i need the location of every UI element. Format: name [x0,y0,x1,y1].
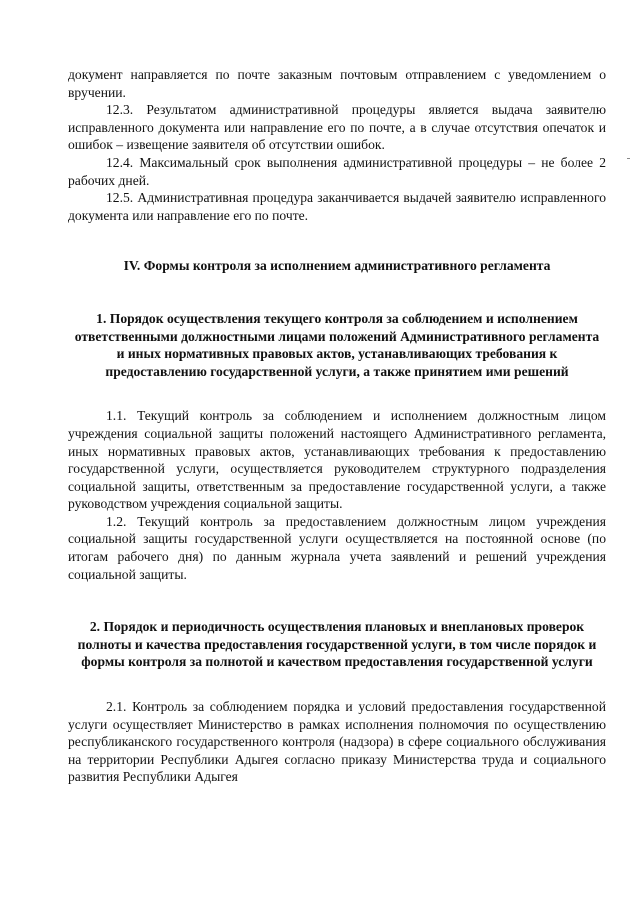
document-page [68,66,606,786]
paragraph-12-4: 12.4. Максимальный срок выполнения административной процедуры – не более 2 рабочих дней. [68,154,606,188]
subsection-1-heading: 1. Порядок осуществления текущего контроля за соблюдением и исполнением ответственными должностными лицами положений Административного регламента и иных нормативных правовых актов, устанавливающих требования к предоставлению государственной услуги, а также принятием ими решений [74,310,600,379]
paragraph-12-3: 12.3. Результатом административной процедуры является выдача заявителю исправленного документа или направление его по почте, а в случае отсутствия опечаток и ошибок – извещение заявителя об отсутствии ошибок. [68,102,606,153]
spacer [68,380,606,407]
section-4-heading: IV. Формы контроля за исполнением административного регламента [123,258,551,274]
subsection-2-heading: 2. Порядок и периодичность осуществления плановых и внеплановых проверок полноты и качества предоставления государственной услуги, в том числе порядок и формы контроля за полнотой и качеством предоставления государственной услуги [77,619,597,670]
paragraph-12-5: 12.5. Административная процедура заканчивается выдачей заявителю исправленного документа или направление его по почте. [68,190,606,223]
paragraph-continuation: документ направляется по почте заказным почтовым отправлением с уведомлением о вручении. [68,67,606,100]
paragraph-1-1: 1.1. Текущий контроль за соблюдением и исполнением должностным лицом учреждения социальной защиты положений настоящего Административного регламента, иных нормативных правовых актов, устанавливающих требования к предоставлению государственной услуги, осуществляется руководителем структурного подразделения социальной защиты, ответственным за предоставление государственной услуги, а также руководством учреждения социальной защиты. [68,408,606,512]
scan-speck [627,158,630,159]
spacer [68,275,606,310]
spacer [68,583,606,618]
spacer [68,224,606,257]
paragraph-2-1: 2.1. Контроль за соблюдением порядка и условий предоставления государственной услуги осуществляет Министерство в рамках исполнения полномочия по осуществлению республиканского государственного контроля (надзора) в сфере социального обслуживания на территории Республики Адыгея согласно приказу Министерства труда и социального развития Республики Адыгея [68,699,606,785]
spacer [68,671,606,698]
paragraph-1-2: 1.2. Текущий контроль за предоставлением должностным лицом учреждения социальной защиты государственной услуги осуществляется на постоянной основе (по итогам рабочего дня) по данным журнала учета заявлений и решений учреждения социальной защиты. [68,513,606,582]
